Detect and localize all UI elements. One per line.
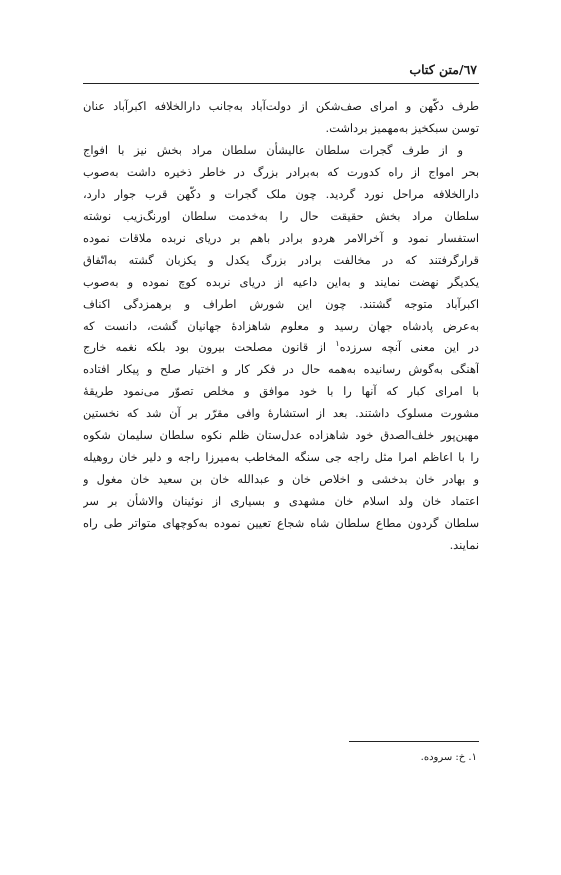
text-line: مهین‌پور خلف‌الصدق خود شاهزاده عدل‌ستان ظلم نکوه سلطان سلیمان شکوه [83, 428, 479, 443]
text-line: دارالخلافه مراحل نورد گردید. چون ملک گجرات و دکّهن قرب جوار دارد، [83, 186, 479, 201]
text-line: مشورت مسلوک داشتند. بعد از استشارهٔ وافی مقرّر بر آن شد که نخستین [83, 406, 479, 421]
text-line: و بهادر خان بدخشی و اخلاص خان و عبدالله خان بن سعید خان مغول و [83, 472, 479, 487]
text-line: با امرای کبار که آنها را با خود موافق و مخلص تصوّر می‌نمود طریقهٔ [83, 384, 479, 399]
paragraph-1 [83, 96, 479, 140]
footnote-marker: ١ [335, 339, 340, 349]
text-line: اکبرآباد متوجه گشتند. چون این شورش اطراف و برهمزدگی اکناف [83, 296, 479, 311]
text-line: استفسار نمود و آخرالامر هردو برادر باهم بر دریای نربده ملاقات نموده [83, 230, 479, 245]
text-line: توسن سبکخیز به‌مهمیز برداشت. [325, 120, 479, 135]
running-head: ٦٧/متن کتاب [409, 62, 477, 77]
text-line: به‌عرض پادشاه جهان رسید و معلوم شاهزادهٔ جهانیان گشت، دانست که [83, 318, 479, 333]
text-line [83, 337, 479, 359]
text-line: طرف دکّهن و امرای صف‌شکن از دولت‌آباد به‌جانب دارالخلافه اکبرآباد عنان [83, 99, 479, 113]
footnote-rule [349, 741, 479, 742]
text-line: را با اعاظم امرا مثل راجه جی سنگه المخاطب به‌میرزا راجه و دلیر خان روهیله [83, 450, 479, 465]
paragraph-2 [83, 140, 479, 557]
text-line: نمایند. [449, 538, 479, 553]
text-line: قرارگرفتند که در مخالفت برادر بزرگ یکدل و یکزبان گشته به‌اتّفاق [83, 252, 479, 267]
text-line: سلطان گردون مطاع سلطان شاه شجاع تعیین نموده به‌کوچهای متواتر طی راه [83, 516, 479, 531]
footnote: ١. خ: سروده. [420, 752, 477, 763]
text-line: بحر امواج از راه کدورت که به‌برادر بزرگ در خاطر ذخیره داشت به‌صوب [83, 164, 479, 179]
text-line: آهنگی به‌گوش رسانیده به‌همه حال در فکر کار و اختیار صلح و پیکار افتاده [83, 362, 479, 377]
header-rule [83, 83, 479, 84]
text-line: و از طرف گجرات سلطان عالیشأن سلطان مراد بخش نیز با افواج [83, 142, 463, 157]
text-line: اعتماد خان ولد اسلام خان مشهدی و بسیاری از نوئینان والاشأن بر سر [83, 494, 479, 509]
text-fragment: از قانون مصلحت بیرون بود بلکه نغمه خارج [83, 340, 327, 355]
text-fragment: در این معنی آنچه سرزده [339, 340, 479, 355]
text-line: یکدیگر نهضت نمایند و به‌این داعیه از دریای نربده کوچ نموده و به‌صوب [83, 274, 479, 289]
text-line: سلطان مراد بخش حقیقت حال را به‌خدمت سلطان اورنگ‌زیب نوشته [83, 208, 479, 223]
main-text [83, 96, 479, 557]
